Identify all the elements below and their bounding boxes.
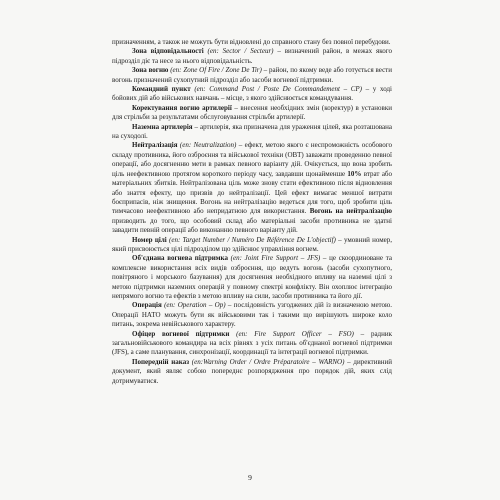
term-label: Вогонь на нейтралізацію bbox=[309, 207, 392, 216]
definition-text: – у ході бойових дій або військових навчань – місце, з якого здійснюється командування. bbox=[112, 85, 392, 103]
term-source: (en: Command Post / Poste De Commandement – CP) bbox=[190, 85, 362, 94]
term-label: Попередній наказ bbox=[132, 357, 190, 366]
definition-text: втрат або матеріальних збитків. Нейтралізована ціль може знову стати ефективною після відновлення або знаття ефекту, що призвів до нейтралізації. Цей ефект вимагає меншої витрати боєприпасів, ніж знищення. Вогонь на нейтралізацію ведеться для того, щоб зробити ціль тимчасово неефективною або непридатною для використання. bbox=[112, 169, 392, 216]
glossary-paragraph bbox=[112, 254, 392, 301]
term-source: (en: Fire Support Officer – FSO) bbox=[229, 329, 354, 338]
glossary-paragraph bbox=[112, 358, 392, 386]
term-source: (en: Neutralization) bbox=[177, 141, 237, 150]
glossary-paragraph bbox=[112, 66, 392, 85]
term-label: Нейтралізація bbox=[132, 141, 178, 150]
term-label: Зона відповідальності bbox=[132, 47, 204, 56]
term-label: Зона вогню bbox=[132, 66, 169, 75]
definition-text: – артилерія, яка призначена для ураження цілей, яка розташована на суходолі. bbox=[112, 122, 392, 141]
glossary-paragraph bbox=[112, 236, 392, 255]
term-label: Командний пункт bbox=[132, 85, 191, 94]
glossary-paragraph bbox=[112, 301, 392, 329]
definition-text: – це скоординоване та комплексне використання всіх видів озброєння, що ведуть вогонь (засоби сухопутного, повітряного і морського базування) для досягнення необхідного впливу на наземні цілі з метою підтримки наземних операцій у повному спектрі конфлікту. Він охоплює інтеграцію непрямого вогню та ефектів з метою впливу на сили, засоби противника та його дії. bbox=[112, 254, 392, 300]
definition-text: – послідовність узгоджених дій із визначеною метою. Операції НАТО можуть бути як військовими так і такими що вирішують широке коло питань, зокрема невійськового характеру. bbox=[112, 301, 392, 329]
term-source: (en: Operation – Op) bbox=[161, 301, 226, 310]
term-source: (en: Zone Of Fire / Zone De Tir) bbox=[168, 66, 262, 75]
glossary-paragraph bbox=[112, 47, 392, 66]
glossary-paragraph bbox=[112, 104, 392, 123]
term-source: (en: Sector / Secteur) bbox=[203, 47, 274, 56]
term-label: 10% bbox=[347, 169, 362, 178]
term-label: Офіцер вогневої підтримки bbox=[132, 329, 230, 338]
definition-text: призводить до того, що особовий склад або матеріальні засоби противника не здатні завадити певній операції або виконанню певного варіанту дій. bbox=[112, 216, 392, 235]
term-label: Коректування вогню артилерії bbox=[132, 103, 232, 112]
term-source: (en: Target Number / Numéro De Référence De L'objectif) bbox=[166, 235, 336, 244]
definition-text: призначенням, а також не можуть бути відновлені до справного стану без повної перебудови. bbox=[112, 38, 391, 46]
page-number: 9 bbox=[248, 473, 252, 482]
definition-text: – район, по якому веде або готується вести вогонь призначений сухопутний підрозділ або засоби вогневої підтримки. bbox=[112, 66, 392, 84]
term-label: Об'єднана вогнева підтримка bbox=[132, 254, 228, 263]
definition-text: – внесення необхідних змін (коректур) в установки для стрільби за результатами обслуговування стрільби артилерії. bbox=[112, 103, 392, 122]
definition-text: – ефект, метою якого є неспроможність особового складу противника, його озброєння та військової техніки (ОВТ) заважати проведенню певної операції, або досягненню мети в рамках певного варіанту дій. Очікується, що вона зробить ціль неефективною протягом короткого періоду часу, завдавши щонайменше bbox=[112, 141, 392, 178]
definition-text: – директивний документ, який являє собою попереднє розпорядження про порядок дій, яких слід дотримуватися. bbox=[112, 357, 392, 385]
glossary-paragraph bbox=[112, 123, 392, 142]
term-source: (en: Joint Fire Support – JFS) bbox=[227, 254, 321, 263]
term-label: Операція bbox=[132, 301, 162, 310]
term-label: Номер цілі bbox=[132, 235, 167, 244]
glossary-text bbox=[112, 38, 392, 386]
definition-text: – умовний номер, який присвоюється цілі підрозділом що здійснює управління вогнем. bbox=[112, 235, 393, 253]
glossary-paragraph bbox=[112, 85, 392, 104]
definition-text: – радник загальновійськового командира на всіх рівнях з усіх питань об'єднаної вогневої підтримки (JFS), а саме планування, синхронізації, координації та інтеграції вогневої підтримки. bbox=[112, 329, 392, 357]
glossary-paragraph bbox=[112, 330, 392, 358]
glossary-paragraph bbox=[112, 38, 392, 47]
glossary-paragraph bbox=[112, 141, 392, 235]
term-source: (en:Warning Order / Ordre Préparatoire – WARNO) bbox=[189, 357, 345, 366]
term-label: Наземна артилерія bbox=[132, 122, 193, 131]
definition-text: – визначений район, в межах якого підрозділ діє та несе за нього відповідальність. bbox=[112, 47, 392, 65]
